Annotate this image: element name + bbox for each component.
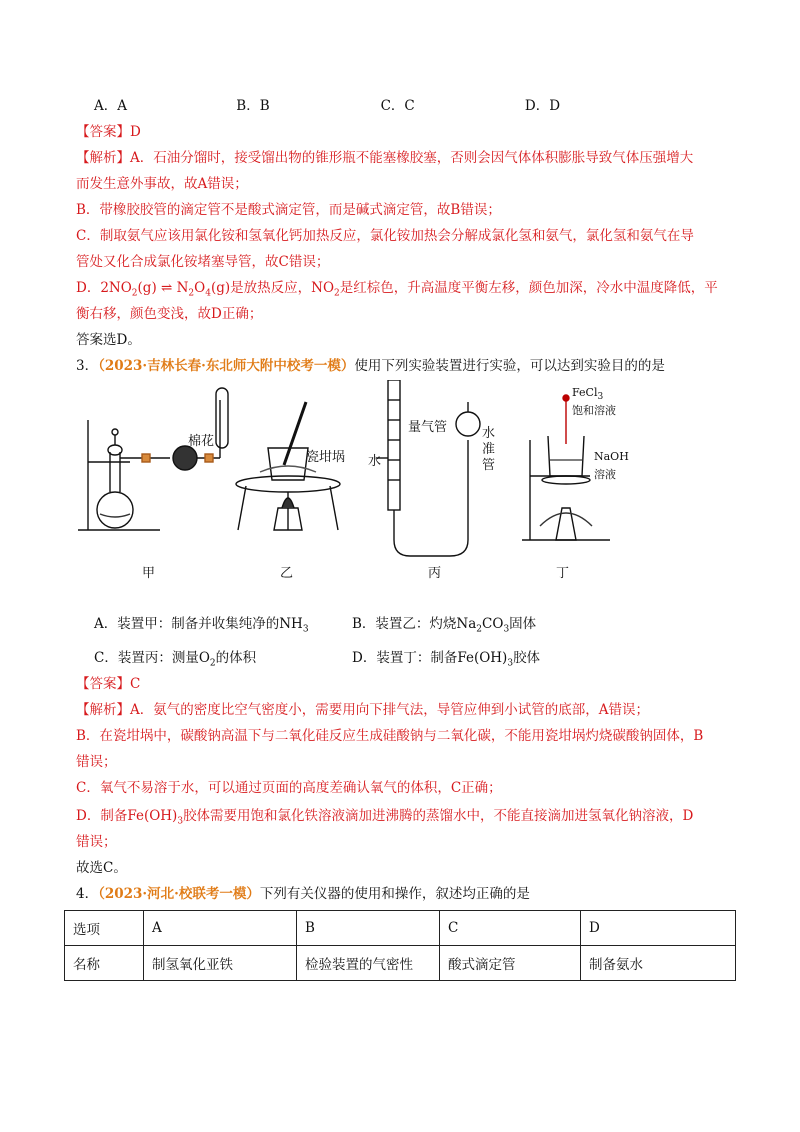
q4-table: [64, 910, 736, 981]
table-header-cell: 选项: [65, 911, 144, 946]
table-header-cell: D: [581, 911, 736, 946]
label-bing: 丙: [428, 566, 442, 581]
label-crucible: 瓷坩埚: [306, 450, 346, 465]
sub-2c: 2: [334, 288, 340, 299]
table-header-cell: C: [440, 911, 581, 946]
q4-source: （2023·河北·校联考一模）: [98, 886, 260, 902]
q3-analysis-line-1: [76, 700, 649, 720]
q3-option-c-sub: 2: [209, 658, 216, 669]
sub-4: 4: [205, 288, 211, 299]
level-tube-char-2: 准: [482, 442, 496, 457]
q3-option-d-text: D．装置丁：制备Fe(OH): [352, 650, 508, 666]
apparatus-bing: [376, 380, 480, 556]
q3-answer-value: C: [130, 676, 141, 692]
table-header-cell: A: [144, 911, 297, 946]
q2-analysis-line-3: B．带橡胶胶管的滴定管不是酸式滴定管，而是碱式滴定管，故B错误；: [76, 202, 501, 218]
q3-stem: [76, 356, 665, 376]
q2-option-b: B．B: [236, 98, 270, 114]
q3-option-a: [94, 612, 309, 635]
q2-option-d: D．D: [524, 98, 561, 114]
table-cell: 制氢氧化亚铁: [144, 946, 297, 981]
q2-options: [94, 96, 560, 116]
q3-option-a-text: A．装置甲：制备并收集纯净的NH: [94, 616, 303, 632]
q3-d-rest: 胶体需要用饱和氯化铁溶液滴加进沸腾的蒸馏水中，不能直接滴加进氢氧化钠溶液，D: [183, 808, 694, 824]
sub-2b: 2: [188, 288, 195, 299]
d-text-e: 是红棕色，升高温度平衡左移，颜色加深，冷水中温度降低，平: [339, 280, 718, 296]
q2-answer-tag: 【答案】: [76, 124, 130, 140]
q2-analysis-line-6: [76, 278, 718, 304]
level-tube-char-1: 水: [482, 426, 496, 441]
q3-d-prefix: D．制备Fe(OH): [76, 808, 178, 824]
table-row: [65, 911, 736, 946]
fecl3-sub: 3: [597, 392, 604, 403]
q2-analysis-line-2: 而发生意外事故，故A错误；: [76, 176, 248, 192]
table-header-cell: B: [297, 911, 440, 946]
q3-option-c: [94, 646, 256, 669]
table-cell: 名称: [65, 946, 144, 981]
apparatus-jia: [78, 388, 228, 530]
q3-option-c-end: 的体积: [215, 650, 257, 666]
label-level-tube: [482, 426, 496, 474]
apparatus-svg: [70, 380, 730, 580]
d-text-b: (g) ⇌ N: [137, 280, 189, 296]
q4-number: 4．: [76, 886, 99, 902]
q3-option-b-sub: 2: [476, 624, 483, 635]
q2-analysis-tag: 【解析】: [76, 150, 130, 166]
q3-analysis-line-6: 错误；: [76, 834, 117, 850]
q3-analysis-tag: 【解析】: [76, 702, 130, 718]
q3-option-b-end: 固体: [509, 616, 537, 632]
q3-source: （2023·吉林长春·东北师大附中校考一模）: [98, 358, 355, 374]
q4-stem: [76, 884, 530, 904]
label-saturated: 饱和溶液: [572, 404, 616, 417]
q3-analysis-text: A．氨气的密度比空气密度小，需要用向下排气法，导管应伸到小试管的底部，A错误；: [130, 702, 649, 718]
q3-answer: [76, 674, 140, 694]
q3-analysis-line-2: B．在瓷坩埚中，碳酸钠高温下与二氧化硅反应生成硅酸钠与二氧化碳，不能用瓷坩埚灼烧碳酸钠固体，B: [76, 728, 704, 744]
table-cell: 酸式滴定管: [440, 946, 581, 981]
q3-analysis-line-5: [76, 806, 693, 832]
q3-option-b-sub2: 3: [503, 624, 510, 635]
q2-analysis-text: A．石油分馏时，接受馏出物的锥形瓶不能塞橡胶塞，否则会因气体体积膨胀导致气体压强增大: [130, 150, 694, 166]
q2-analysis-line-4: C．制取氨气应该用氯化铵和氢氧化钙加热反应，氯化铵加热会分解成氯化氢和氨气，氯化氢和氨气在导: [76, 228, 694, 244]
q3-conclusion: 故选C。: [76, 860, 127, 876]
q3-number: 3．: [76, 358, 99, 374]
label-jia: 甲: [142, 566, 156, 581]
q3-d-sub: 3: [177, 816, 184, 827]
label-water: 水: [368, 454, 382, 469]
q3-option-d-sub: 3: [507, 658, 514, 669]
d-text-c: O: [194, 280, 206, 296]
q3-option-d-end: 胶体: [513, 650, 541, 666]
q2-analysis-line-7: 衡右移，颜色变浅，故D正确；: [76, 306, 263, 322]
level-tube-char-3: 管: [482, 458, 496, 473]
q3-answer-tag: 【答案】: [76, 676, 130, 692]
d-text-d: (g)是放热反应，NO: [210, 280, 335, 296]
q3-analysis-line-4: C．氧气不易溶于水，可以通过页面的高度差确认氧气的体积，C正确；: [76, 780, 502, 796]
q2-answer: [76, 122, 141, 142]
label-ding: 丁: [556, 566, 570, 581]
q3-option-b-mid: CO: [482, 616, 504, 632]
q2-analysis-line-5: 管处又化合成氯化铵堵塞导管，故C错误；: [76, 254, 330, 270]
label-gas-tube: 量气管: [408, 420, 448, 435]
apparatus-diagrams: [70, 380, 730, 580]
q2-option-a: A．A: [94, 98, 127, 114]
label-yi: 乙: [280, 566, 294, 581]
q2-conclusion: 答案选D。: [76, 332, 141, 348]
q3-option-c-text: C．装置丙：测量O: [94, 650, 210, 666]
q3-stem-text: 使用下列实验装置进行实验，可以达到实验目的的是: [354, 358, 665, 374]
apparatus-yi: [236, 402, 340, 530]
q2-option-c: C．C: [380, 98, 415, 114]
fecl3-text: FeCl: [572, 386, 598, 399]
q2-analysis-line-1: [76, 148, 693, 168]
table-row: [65, 946, 736, 981]
label-cotton: 棉花: [188, 434, 215, 449]
table-cell: 检验装置的气密性: [297, 946, 440, 981]
label-fecl3: [572, 386, 603, 402]
q3-option-a-sub: 3: [302, 624, 309, 635]
label-naoh: NaOH: [594, 450, 629, 463]
q3-option-d: [352, 646, 540, 669]
label-solution: 溶液: [594, 468, 616, 481]
q3-analysis-line-3: 错误；: [76, 754, 117, 770]
q3-option-b-text: B．装置乙：灼烧Na: [352, 616, 477, 632]
sub-2: 2: [131, 288, 138, 299]
table-cell: 制备氨水: [581, 946, 736, 981]
q4-stem-text: 下列有关仪器的使用和操作，叙述均正确的是: [259, 886, 530, 902]
d-text-a: D．2NO: [76, 280, 132, 296]
q3-option-b: [352, 612, 536, 635]
q2-answer-value: D: [130, 124, 141, 140]
